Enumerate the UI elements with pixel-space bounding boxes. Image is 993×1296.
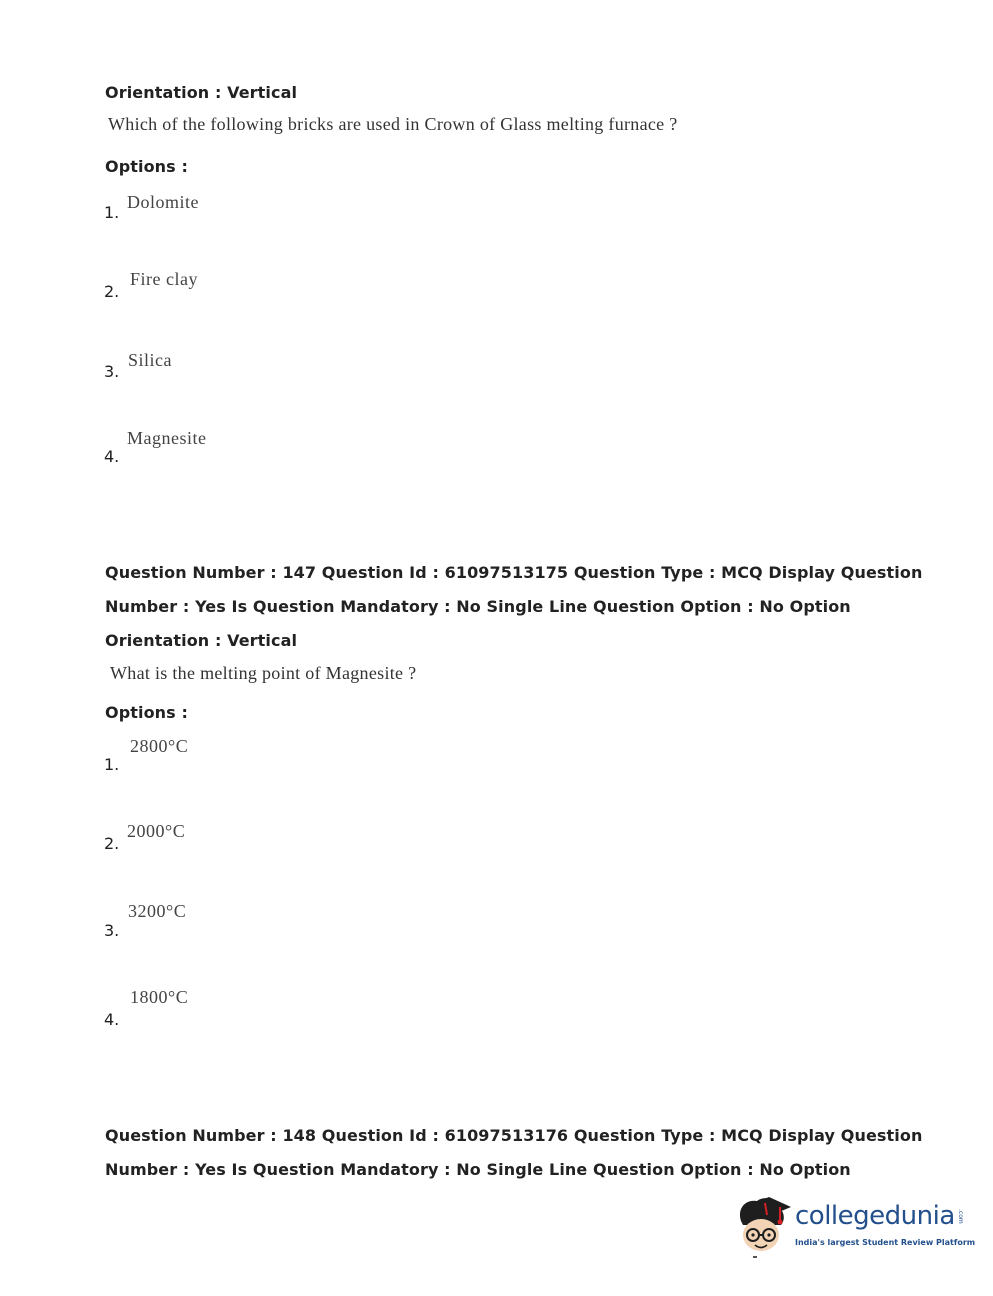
q2-option-1-number: 1. [104, 755, 120, 774]
q1-options-label: Options : [105, 157, 188, 176]
q2-meta-line-2: Number : Yes Is Question Mandatory : No Single Line Question Option : No Option [105, 597, 851, 616]
q1-option-1-number: 1. [104, 203, 120, 222]
q1-option-2-text: Fire clay [130, 269, 198, 289]
q3-meta-line-1: Question Number : 148 Question Id : 61097513176 Question Type : MCQ Display Question [105, 1126, 923, 1145]
q2-question-text: What is the melting point of Magnesite ? [110, 663, 417, 683]
q1-option-3-text: Silica [128, 350, 172, 370]
q1-option-3-number: 3. [104, 362, 120, 381]
q2-option-2-number: 2. [104, 834, 120, 853]
q2-option-4-text: 1800°C [130, 987, 189, 1007]
student-mascot-icon [735, 1193, 793, 1261]
q2-option-4-number: 4. [104, 1010, 120, 1029]
q2-meta-line-1: Question Number : 147 Question Id : 61097513175 Question Type : MCQ Display Question [105, 563, 923, 582]
q1-option-4-text: Magnesite [127, 428, 207, 448]
q2-option-3-text: 3200°C [128, 901, 187, 921]
logo-brand-text: collegedunia [795, 1201, 955, 1231]
q1-option-1-text: Dolomite [127, 192, 199, 212]
q1-option-2-number: 2. [104, 282, 120, 301]
q3-meta-line-2: Number : Yes Is Question Mandatory : No Single Line Question Option : No Option [105, 1160, 851, 1179]
collegedunia-logo [735, 1193, 976, 1263]
q1-option-4-number: 4. [104, 447, 120, 466]
logo-tagline: India's largest Student Review Platform [795, 1238, 976, 1247]
q2-option-3-number: 3. [104, 921, 120, 940]
q2-orientation: Orientation : Vertical [105, 631, 298, 650]
q1-orientation: Orientation : Vertical [105, 83, 298, 102]
q1-question-text: Which of the following bricks are used in Crown of Glass melting furnace ? [108, 114, 678, 134]
q2-options-label: Options : [105, 703, 188, 722]
q2-option-1-text: 2800°C [130, 736, 189, 756]
logo-domain-suffix: .com [957, 1209, 964, 1224]
q2-option-2-text: 2000°C [127, 821, 186, 841]
